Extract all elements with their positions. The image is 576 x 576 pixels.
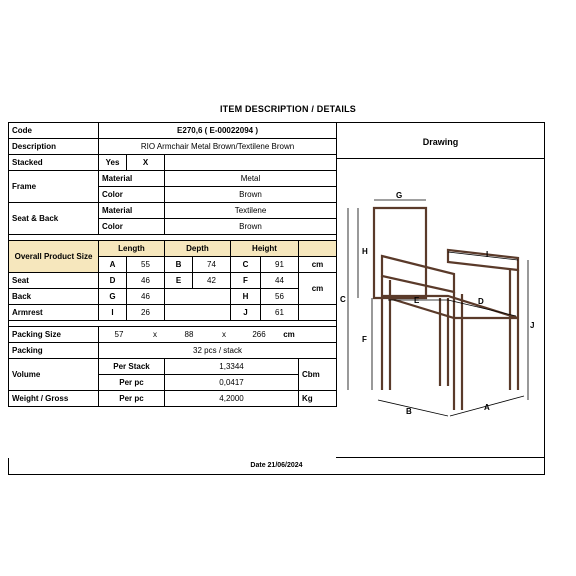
chair-seat — [382, 296, 518, 318]
row-seat — [9, 273, 337, 289]
dim-label-i: I — [486, 250, 489, 259]
overall-size-label: Overall Product Size — [9, 241, 99, 273]
value-i: 26 — [127, 305, 165, 321]
volume-per-pc-value: 0,0417 — [165, 375, 299, 391]
seat-back-color-value: Brown — [165, 219, 337, 235]
frame-label: Frame — [9, 171, 99, 203]
value-d: 46 — [127, 273, 165, 289]
row-volume-stack — [9, 359, 337, 375]
seat-back-label: Seat & Back — [9, 203, 99, 235]
dim-label-e: E — [414, 296, 420, 305]
letter-h: H — [231, 289, 261, 305]
letter-i: I — [99, 305, 127, 321]
seat-back-unit: cm — [299, 273, 337, 305]
letter-e: E — [165, 273, 193, 289]
row-back — [9, 289, 337, 305]
packing-width: 88 — [184, 330, 194, 339]
code-label: Code — [9, 123, 99, 139]
frame-color-label: Color — [99, 187, 165, 203]
armrest-label: Armrest — [9, 305, 99, 321]
back-label: Back — [9, 289, 99, 305]
row-code — [9, 123, 337, 139]
packing-times-1: x — [153, 330, 157, 339]
dim-label-h: H — [362, 247, 368, 256]
volume-per-pc-label: Per pc — [99, 375, 165, 391]
back-empty — [165, 289, 231, 305]
description-value: RIO Armchair Metal Brown/Textilene Brown — [99, 139, 337, 155]
weight-unit: Kg — [299, 391, 337, 407]
volume-per-stack-label: Per Stack — [99, 359, 165, 375]
chair-drawing — [338, 190, 538, 426]
row-description — [9, 139, 337, 155]
letter-d: D — [99, 273, 127, 289]
letter-f: F — [231, 273, 261, 289]
packing-value: 32 pcs / stack — [99, 343, 337, 359]
seat-back-color-label: Color — [99, 219, 165, 235]
spec-table — [8, 122, 337, 407]
frame-material-value: Metal — [165, 171, 337, 187]
length-header: Length — [99, 241, 165, 257]
letter-g: G — [99, 289, 127, 305]
packing-length: 57 — [114, 330, 124, 339]
weight-label: Weight / Gross — [9, 391, 99, 407]
dim-label-c: C — [340, 295, 346, 304]
date-footer: Date 21/06/2024 — [8, 458, 545, 475]
row-packing-size — [9, 327, 337, 343]
dim-label-d: D — [478, 297, 484, 306]
row-stacked — [9, 155, 337, 171]
value-h: 56 — [261, 289, 299, 305]
dim-label-b: B — [406, 407, 412, 416]
seat-back-material-label: Material — [99, 203, 165, 219]
page-title: ITEM DESCRIPTION / DETAILS — [219, 104, 357, 114]
dim-label-a: A — [484, 403, 490, 412]
dim-line-b — [378, 400, 448, 416]
row-armrest — [9, 305, 337, 321]
value-b: 74 — [193, 257, 231, 273]
code-value: E270,6 ( E-00022094 ) — [99, 123, 337, 139]
depth-header: Depth — [165, 241, 231, 257]
value-j: 61 — [261, 305, 299, 321]
armrest-unit-empty — [299, 305, 337, 321]
dim-label-f: F — [362, 335, 367, 344]
seat-back-material-value: Textilene — [165, 203, 337, 219]
dim-label-j: J — [530, 321, 535, 330]
value-f: 44 — [261, 273, 299, 289]
letter-a: A — [99, 257, 127, 273]
packing-height: 266 — [252, 330, 266, 339]
stacked-mark: X — [127, 155, 165, 171]
value-e: 42 — [193, 273, 231, 289]
overall-unit: cm — [299, 257, 337, 273]
description-label: Description — [9, 139, 99, 155]
seat-label: Seat — [9, 273, 99, 289]
stacked-empty — [165, 155, 337, 171]
letter-b: B — [165, 257, 193, 273]
row-weight — [9, 391, 337, 407]
volume-per-stack-value: 1,3344 — [165, 359, 299, 375]
row-packing — [9, 343, 337, 359]
packing-label: Packing — [9, 343, 99, 359]
drawing-label: Drawing — [336, 123, 545, 159]
chair-front-armrest — [382, 256, 454, 292]
volume-label: Volume — [9, 359, 99, 391]
armrest-empty — [165, 305, 231, 321]
dim-label-g: G — [396, 191, 403, 200]
height-header: Height — [231, 241, 299, 257]
weight-value: 4,2000 — [165, 391, 299, 407]
frame-color-value: Brown — [165, 187, 337, 203]
value-a: 55 — [127, 257, 165, 273]
letter-c: C — [231, 257, 261, 273]
row-overall-header — [9, 241, 337, 257]
stacked-yes: Yes — [99, 155, 127, 171]
packing-size-label: Packing Size — [9, 327, 99, 343]
chair-frame — [374, 208, 518, 410]
frame-material-label: Material — [99, 171, 165, 187]
overall-header-empty — [299, 241, 337, 257]
row-frame-material — [9, 171, 337, 187]
value-g: 46 — [127, 289, 165, 305]
row-seat-material — [9, 203, 337, 219]
packing-unit: cm — [283, 330, 295, 339]
value-c: 91 — [261, 257, 299, 273]
weight-per-pc-label: Per pc — [99, 391, 165, 407]
packing-size-values — [99, 327, 337, 343]
stacked-label: Stacked — [9, 155, 99, 171]
packing-times-2: x — [222, 330, 226, 339]
letter-j: J — [231, 305, 261, 321]
volume-unit: Cbm — [299, 359, 337, 391]
